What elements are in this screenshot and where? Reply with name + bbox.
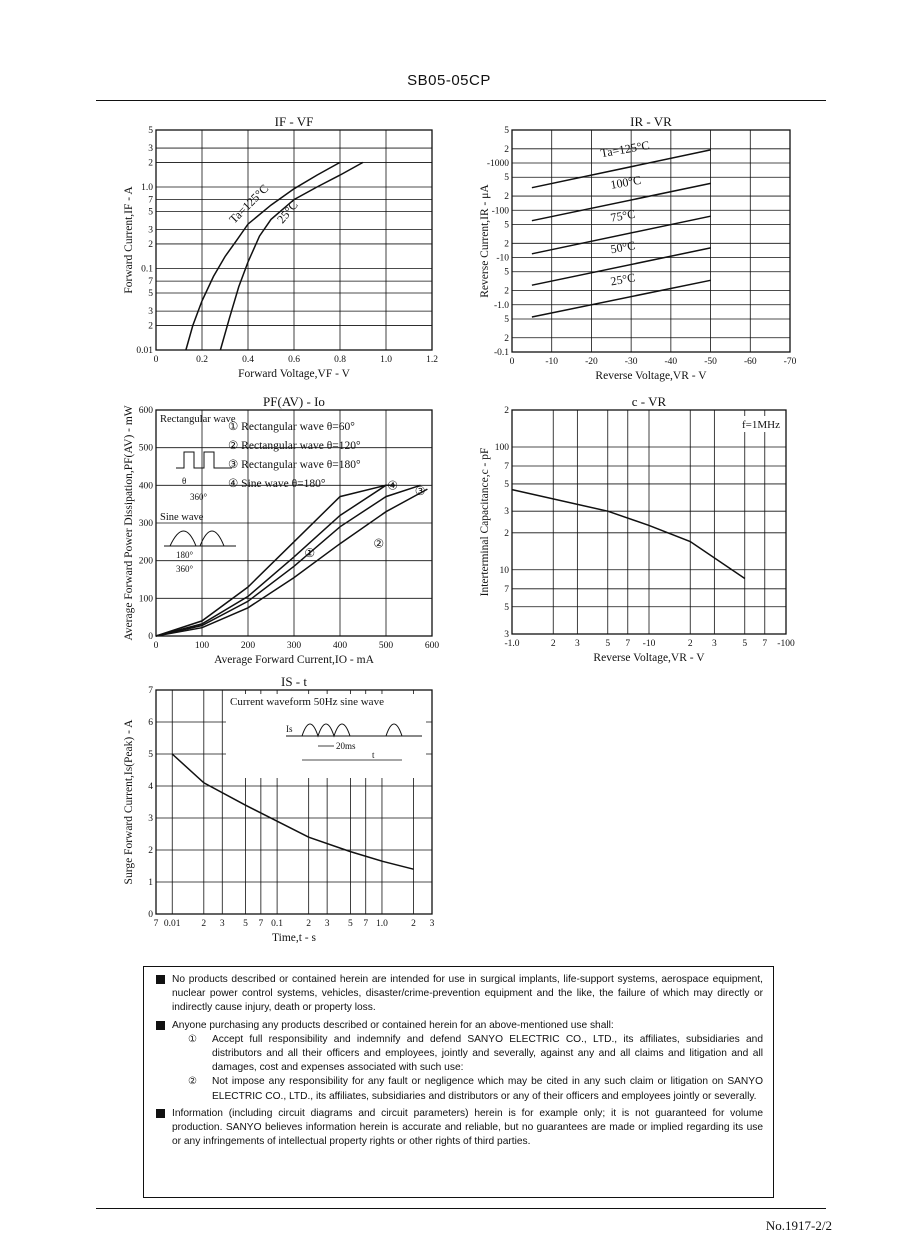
legend-item: ② Rectangular wave θ=120°	[228, 440, 361, 452]
x-tick-label: 5	[605, 639, 611, 649]
x-tick-label: 0	[509, 357, 515, 367]
y-tick-label: 5	[504, 314, 509, 325]
inset-label: 180°	[176, 550, 194, 560]
page-number: No.1917-2/2	[765, 1218, 832, 1233]
x-tick-label: 0.4	[242, 355, 254, 365]
legend-item: ① Rectangular wave θ=60°	[228, 421, 355, 433]
x-tick-label: 0.2	[196, 355, 208, 365]
y-tick-label: 5	[148, 207, 153, 218]
y-tick-label: 5	[504, 479, 509, 490]
x-tick-label: 0.1	[271, 919, 284, 929]
y-tick-label: 2	[504, 406, 509, 416]
legend-item: ③ Rectangular wave θ=180°	[228, 459, 361, 471]
series-label: Ta=125°C	[599, 137, 651, 161]
series-line	[512, 490, 745, 579]
y-tick-label: 6	[148, 718, 153, 728]
y-tick-label: 600	[138, 406, 153, 416]
x-axis-label: Reverse Voltage,VR - V	[593, 652, 705, 664]
circled-one-icon: ①	[188, 1033, 198, 1045]
legend-item: ④ Sine wave θ=180°	[228, 478, 326, 490]
y-tick-label: 2	[148, 239, 153, 250]
y-tick-label: 2	[504, 239, 509, 250]
inset-label: 360°	[176, 564, 194, 574]
header-rule	[96, 100, 826, 101]
x-tick-label: -60	[743, 357, 757, 367]
chart-title: IR - VR	[630, 114, 672, 129]
y-axis-label: Average Forward Power Dissipation,PF(AV) - mW	[123, 405, 135, 641]
y-tick-label: -0.1	[493, 348, 509, 358]
x-tick-label: 7	[258, 919, 264, 929]
disclaimer-text-2-1: Accept full responsibility and indemnify and defend SANYO ELECTRIC CO., LTD., its affiliates, subsidiaries and distributors and all their officers and employees, jointly and severally, against any and all claims and litigation and all damages, cost and expenses associated with such use:	[212, 1033, 763, 1074]
disclaimer-text-1: No products described or contained herein are intended for use in surgical implants, life-support systems, aerospace equipment, nuclear power control systems, vehicles, disaster/crime-prevention equipment and the like, the failure of which may directly or indirectly cause injury, death or property loss.	[172, 974, 763, 1014]
series-label: 50°C	[609, 238, 637, 257]
y-tick-label: 2	[504, 144, 509, 155]
chart-annotation: Current waveform 50Hz sine wave	[230, 696, 384, 708]
y-tick-label: 10	[499, 565, 509, 576]
y-tick-label: 7	[148, 277, 153, 288]
y-tick-label: 2	[148, 846, 153, 856]
chart-is-t	[110, 672, 450, 952]
curve-marker: ③	[414, 483, 426, 498]
rect-wave-icon	[176, 452, 232, 468]
disclaimer-subitem	[156, 1033, 763, 1076]
y-tick-label: -1000	[486, 159, 509, 170]
x-tick-label: 2	[306, 919, 312, 929]
x-tick-label: -100	[777, 639, 795, 649]
curve-marker: ②	[373, 536, 385, 551]
disclaimer-box	[143, 966, 774, 1198]
chart-title: c - VR	[631, 394, 667, 409]
disclaimer-text-2-2: Not impose any responsibility for any fault or negligence which may be cited in any such claim or litigation on SANYO ELECTRIC CO., LTD., its affiliates, subsidiaries and distributors or any of their officers and employees jointly or severally.	[212, 1076, 763, 1102]
y-tick-label: 7	[504, 461, 509, 472]
x-axis-label: Reverse Voltage,VR - V	[595, 370, 707, 382]
x-axis-label: Time,t - s	[272, 932, 316, 944]
x-tick-label: 3	[574, 639, 580, 649]
y-tick-label: 7	[148, 686, 153, 696]
x-tick-label: 3	[219, 919, 225, 929]
series-label: 100°C	[609, 172, 643, 192]
disclaimer-subitem	[156, 1075, 763, 1103]
chart-title: IS - t	[281, 674, 307, 689]
chart-annotation: f=1MHz	[742, 419, 780, 431]
x-tick-label: 1.0	[376, 919, 388, 929]
x-tick-label: 1.2	[426, 355, 438, 365]
disclaimer-paragraph	[156, 1019, 763, 1033]
y-tick-label: 5	[504, 602, 509, 613]
y-tick-label: 3	[148, 307, 153, 318]
series-label: 25°C	[609, 270, 637, 289]
y-tick-label: 0	[148, 910, 153, 920]
disclaimer-text-3: Information (including circuit diagrams and circuit parameters) herein is for example only; it is not guaranteed for volume production. SANYO believes information herein is accurate and reliable, but no guarantees are made or implied regarding its use or any infringements of intellectual property rights or other rights of third parties.	[172, 1107, 763, 1148]
x-tick-label: 0.01	[163, 919, 181, 929]
x-tick-label: 400	[332, 641, 348, 651]
x-tick-label: -40	[664, 357, 678, 367]
y-tick-label: 5	[504, 126, 509, 136]
x-tick-label: 3	[429, 919, 435, 929]
y-tick-label: 5	[504, 267, 509, 278]
inset-label: Is	[286, 724, 293, 734]
y-tick-label: 500	[138, 443, 153, 454]
y-tick-label: 7	[504, 584, 509, 595]
y-tick-label: 5	[148, 289, 153, 300]
chart-title: IF - VF	[274, 114, 314, 129]
chart-c-vr	[462, 392, 802, 672]
x-tick-label: 2	[687, 639, 693, 649]
x-tick-label: 1.0	[380, 355, 392, 365]
x-tick-label: -50	[704, 357, 717, 367]
y-tick-label: 2	[148, 158, 153, 169]
x-tick-label: 7	[762, 639, 768, 649]
y-tick-label: 3	[148, 144, 153, 155]
x-tick-label: 2	[550, 639, 556, 649]
x-tick-label: 0	[153, 641, 159, 651]
x-tick-label: -10	[642, 639, 656, 649]
y-tick-label: 2	[504, 286, 509, 297]
y-axis-label: Reverse Current,IR - μA	[479, 184, 491, 298]
y-tick-label: 5	[504, 173, 509, 184]
x-tick-label: 7	[153, 919, 159, 929]
chart-if-vf	[110, 112, 450, 392]
x-tick-label: 2	[411, 919, 416, 929]
y-tick-label: 3	[148, 225, 153, 236]
chart-title: PF(AV) - Io	[263, 394, 325, 409]
y-tick-label: 2	[504, 528, 509, 539]
inset-label: 360°	[190, 492, 208, 502]
x-axis-label: Average Forward Current,IO - mA	[214, 654, 374, 666]
y-tick-label: 7	[148, 195, 153, 206]
x-tick-label: 7	[625, 639, 631, 649]
x-tick-label: -70	[783, 357, 797, 367]
y-tick-label: 100	[138, 594, 153, 605]
bullet-square-icon	[156, 1021, 165, 1030]
y-tick-label: 5	[504, 220, 509, 231]
inset-label: 20ms	[336, 741, 356, 751]
disclaimer-paragraph	[156, 973, 763, 1016]
x-tick-label: 3	[711, 639, 717, 649]
y-tick-label: 300	[138, 519, 153, 529]
series-label: 25°C	[274, 198, 301, 227]
chart-ir-vr	[462, 112, 802, 392]
footer-rule	[96, 1208, 826, 1209]
x-tick-label: 5	[742, 639, 748, 649]
disclaimer-paragraph	[156, 1107, 763, 1150]
inset-label: θ	[182, 476, 187, 486]
y-tick-label: 2	[504, 333, 509, 344]
y-axis-label: Interterminal Capacitance,c - pF	[479, 447, 491, 597]
chart-pf-io	[110, 392, 450, 682]
y-tick-label: 400	[138, 481, 153, 492]
curve-marker: ①	[304, 546, 316, 561]
y-tick-label: -100	[491, 206, 509, 217]
x-tick-label: 5	[348, 919, 353, 929]
x-tick-label: 200	[240, 641, 256, 651]
series-label: 75°C	[609, 206, 637, 225]
page-header: SB05-05CP	[407, 72, 491, 89]
x-axis-label: Forward Voltage,VF - V	[238, 368, 350, 380]
y-tick-label: 4	[148, 782, 153, 792]
inset-label: Sine wave	[160, 512, 204, 523]
x-tick-label: 500	[378, 641, 394, 651]
x-tick-label: 0.6	[288, 355, 300, 365]
y-tick-label: 0.1	[141, 264, 153, 275]
y-tick-label: 0	[148, 632, 153, 642]
y-tick-label: 3	[504, 630, 509, 640]
bullet-square-icon	[156, 975, 165, 984]
x-tick-label: -1.0	[504, 639, 520, 649]
inset-label: t	[372, 750, 375, 760]
x-tick-label: 3	[324, 919, 330, 929]
sine-wave-icon	[164, 531, 236, 546]
y-axis-label: Surge Forward Current,Is(Peak) - A	[123, 719, 135, 885]
x-tick-label: -20	[585, 357, 598, 367]
disclaimer-text-2: Anyone purchasing any products described or contained herein for an above-mentioned use shall:	[172, 1019, 614, 1031]
y-tick-label: -1.0	[493, 300, 509, 311]
series-label: Ta=125°C	[226, 181, 272, 227]
x-tick-label: 5	[243, 919, 248, 929]
x-tick-label: 2	[201, 919, 207, 929]
y-tick-label: 3	[148, 814, 153, 824]
y-tick-label: -10	[496, 253, 509, 264]
x-tick-label: 300	[286, 641, 302, 651]
y-tick-label: 2	[504, 192, 509, 203]
y-tick-label: 5	[148, 750, 153, 760]
inset-label: Rectangular wave	[160, 414, 236, 425]
y-tick-label: 3	[504, 507, 509, 518]
x-tick-label: -30	[624, 357, 638, 367]
curve-marker: ④	[387, 478, 398, 493]
circled-two-icon: ②	[188, 1076, 198, 1088]
x-tick-label: 0	[153, 355, 159, 365]
y-tick-label: 5	[148, 126, 153, 136]
y-tick-label: 1	[148, 878, 153, 888]
y-tick-label: 0.01	[136, 346, 153, 356]
x-tick-label: 0.8	[334, 355, 346, 365]
y-tick-label: 2	[148, 321, 153, 332]
y-tick-label: 1.0	[141, 182, 153, 193]
x-tick-label: 600	[424, 641, 440, 651]
x-tick-label: 100	[194, 641, 210, 651]
y-tick-label: 100	[494, 442, 509, 453]
x-tick-label: 7	[363, 919, 369, 929]
y-axis-label: Forward Current,IF - A	[123, 186, 135, 294]
y-tick-label: 200	[138, 556, 153, 567]
bullet-square-icon	[156, 1109, 165, 1118]
x-tick-label: -10	[545, 357, 559, 367]
